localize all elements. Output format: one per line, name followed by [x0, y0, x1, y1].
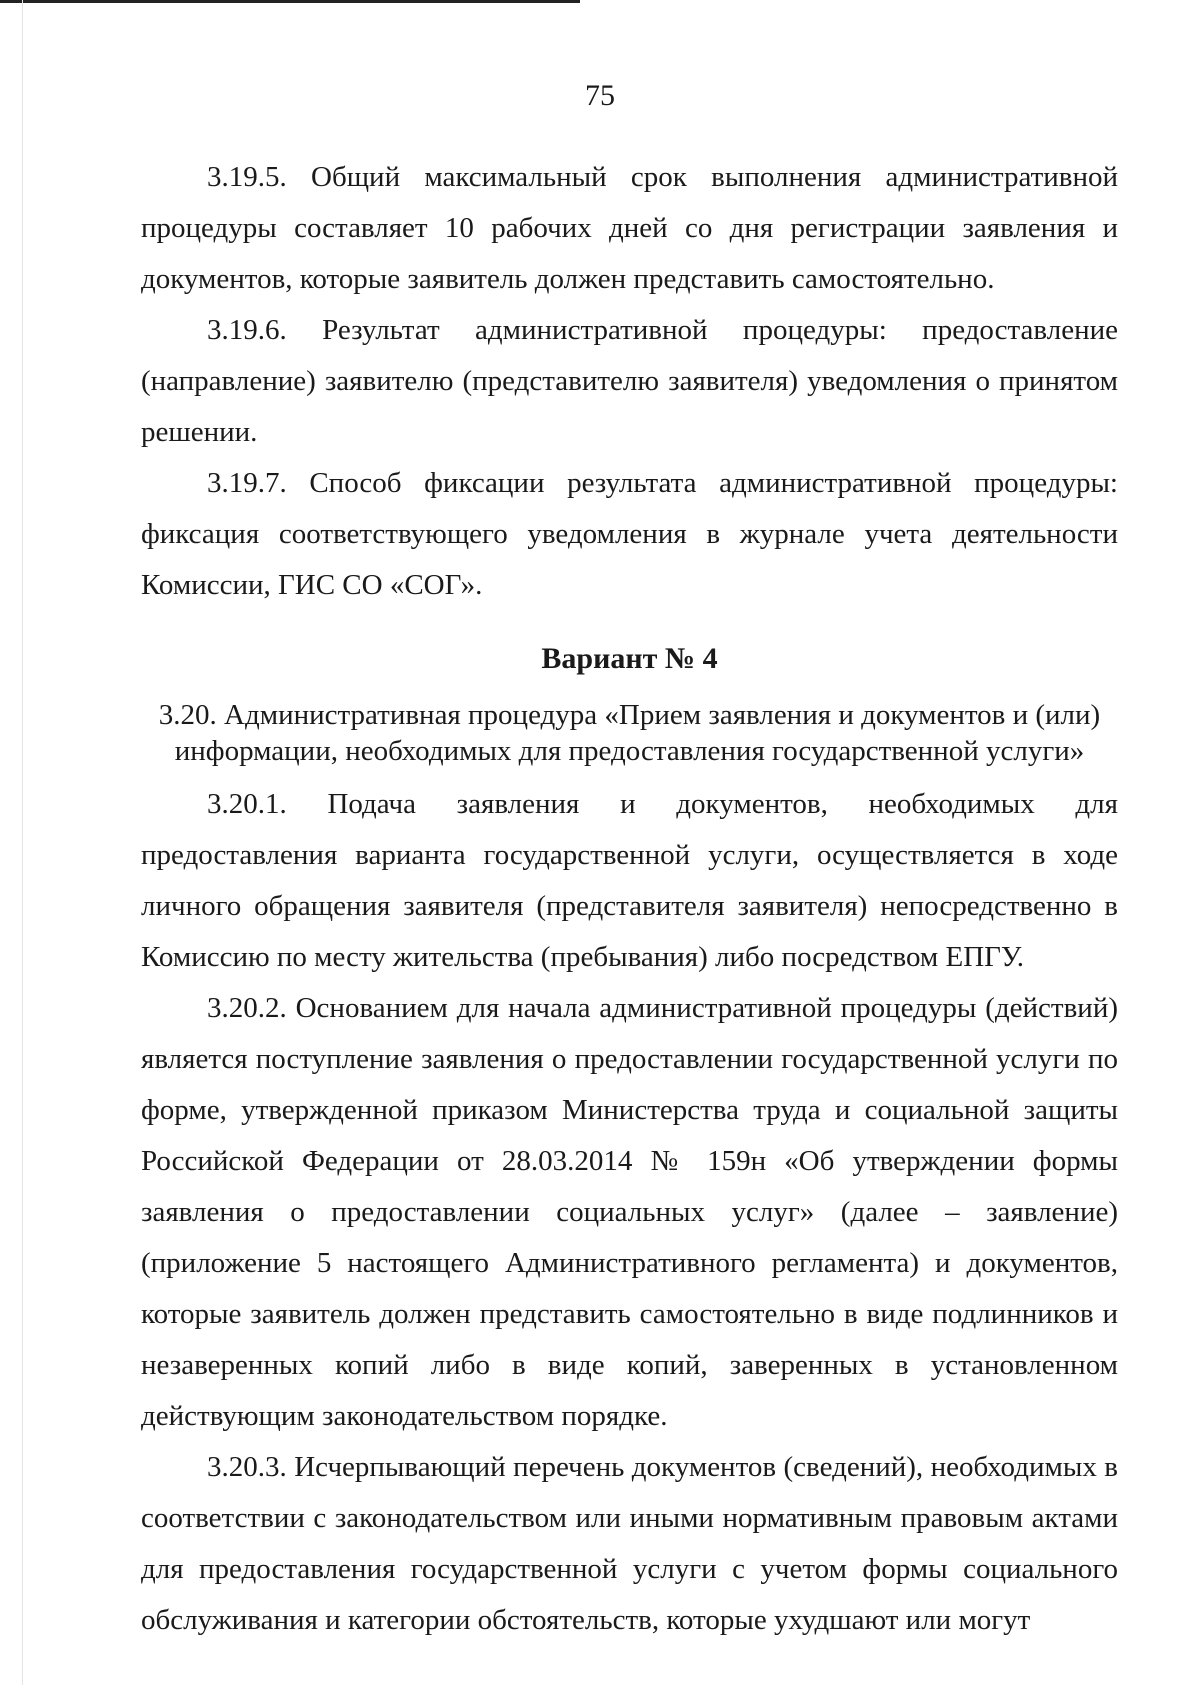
paragraph-3-19-6: 3.19.6. Результат административной процедуры: предоставление (направление) заявителю (представителю заявителя) уведомления о принятом решении.	[141, 314, 1118, 448]
paragraph-3-19-7: 3.19.7. Способ фиксации результата административной процедуры: фиксация соответствующего уведомления в журнале учета деятельности Комиссии, ГИС СО «СОГ».	[141, 467, 1118, 601]
section-heading: Вариант № 4	[541, 642, 718, 675]
top-rule	[0, 0, 580, 3]
scan-edge	[22, 0, 23, 1685]
paragraph-3-20-1: 3.20.1. Подача заявления и документов, необходимых для предоставления варианта государственной услуги, осуществляется в ходе личного обращения заявителя (представителя заявителя) непосредственно в Комиссию по месту жительства (пребывания) либо посредством ЕПГУ.	[141, 788, 1118, 973]
procedure-title	[141, 697, 1118, 769]
paragraph-3-20-3: 3.20.3. Исчерпывающий перечень документов (сведений), необходимых в соответствии с законодательством или иными нормативным правовым актами для предоставления государственной услуги с учетом формы социального обслуживания и категории обстоятельств, которые ухудшают или могут	[141, 1451, 1118, 1636]
paragraph-3-19-5: 3.19.5. Общий максимальный срок выполнения административной процедуры составляет 10 рабочих дней со дня регистрации заявления и документов, которые заявитель должен представить самостоятельно.	[141, 161, 1118, 295]
page-number: 75	[585, 79, 615, 112]
procedure-title-line-1: 3.20. Административная процедура «Прием заявления и документов и (или)	[158, 699, 1101, 731]
paragraph-3-20-2: 3.20.2. Основанием для начала административной процедуры (действий) является поступление заявления о предоставлении государственной услуги по форме, утвержденной приказом Министерства труда и социальной защиты Российской Федерации от 28.03.2014 № 159н «Об утверждении формы заявления о предоставлении социальных услуг» (далее – заявление) (приложение 5 настоящего Административного регламента) и документов, которые заявитель должен представить самостоятельно в виде подлинников и незаверенных копий либо в виде копий, заверенных в установленном действующим законодательством порядке.	[141, 992, 1118, 1432]
document-body	[141, 152, 1118, 1646]
procedure-title-line-2: информации, необходимых для предоставления государственной услуги»	[174, 735, 1085, 767]
